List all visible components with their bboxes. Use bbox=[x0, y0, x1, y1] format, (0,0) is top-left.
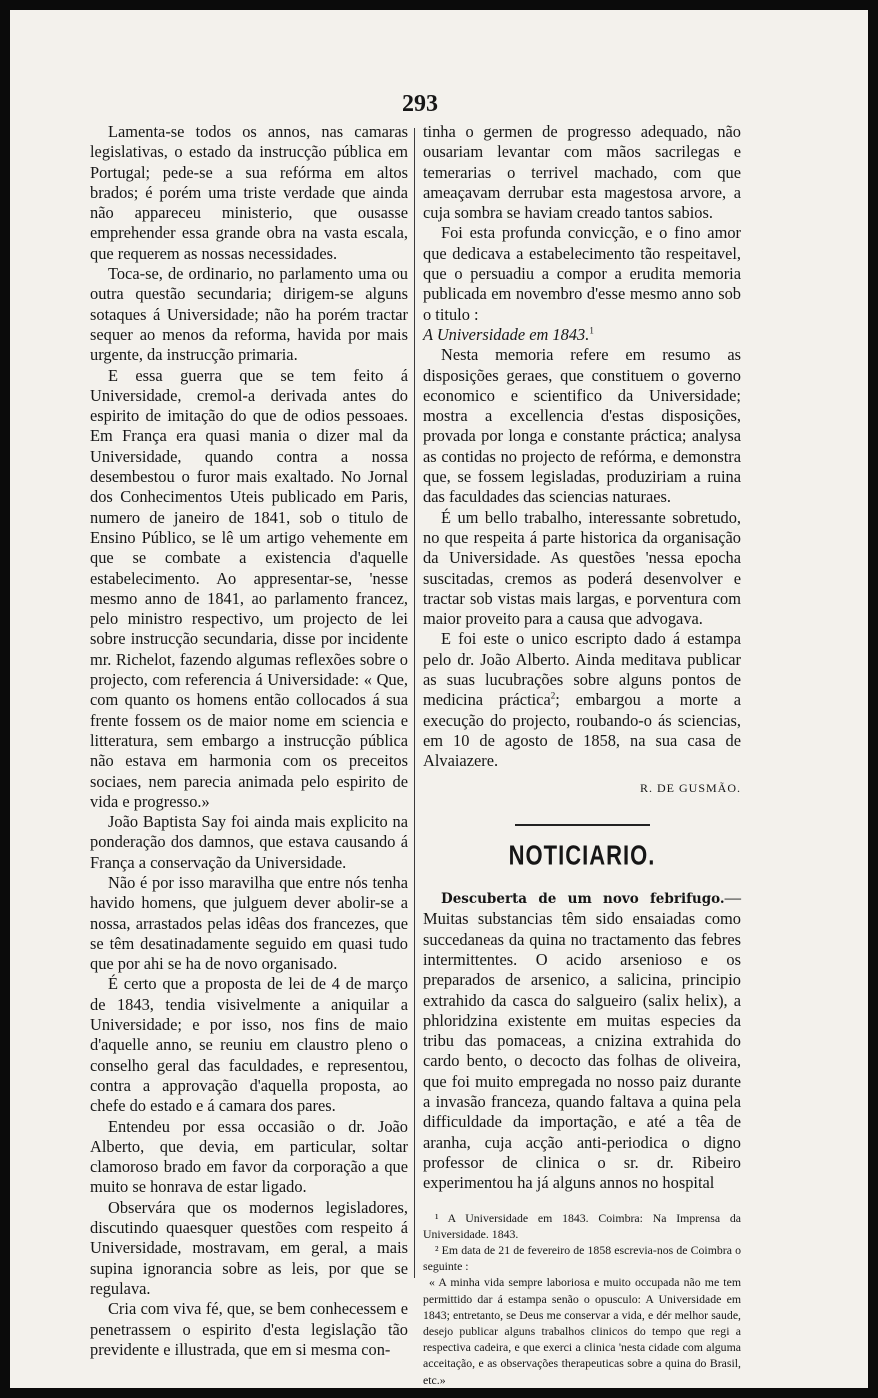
footnote-ref: 1 bbox=[589, 325, 594, 336]
paragraph: Não é por isso maravilha que entre nós tenha havido homens, que julguem dever abolir-se a nossa, arrastados pelas idêas dos francezes, que se têm desatinadamente seguido em quasi tudo que por ahi se ha de novo organisado. bbox=[90, 872, 408, 974]
book-title-line bbox=[423, 325, 741, 345]
paragraph-text: ; embargou a morte a execução do projecto, roubando-o ás sciencias, em 10 de agosto de 1858, na sua casa de Alvaiazere. bbox=[423, 690, 742, 771]
book-title: A Universidade em 1843. bbox=[423, 324, 590, 344]
paragraph: Nesta memoria refere em resumo as disposições geraes, que constituem o governo economico e scientifico da Universidade; mostra a excellencia d'estas disposições, provada por longa e constante práctica; analysa as contidas no projecto de refórma, e demonstra que, se fossem legisladas, produziriam a ruina das faculdades das sciencias naturaes. bbox=[423, 345, 741, 507]
paragraph: Cria com viva fé, que, se bem conhecessem e penetrassem o espirito d'esta legislação tão previdente e illustrada, que em si mesma con- bbox=[90, 1299, 408, 1359]
article-body: — Muitas substancias têm sido ensaiadas como succedaneas da quina no tractamento das febres intermittentes. O acido arsenioso e os preparados de arsenico, a salicina, principio extrahido da casca do salgueiro (salix helix), a phloridzina existente em muitas especies da tribu das pomaceas, a cnizina extrahida do cardo bento, o decocto das folhas de oliveira, que foi muito empregada no nosso paiz durante a invasão franceza, quando faltava a quina pela difficuldade da importação, e até a têa de aranha, cuja acção anti-periodica o digno professor de clinica o sr. dr. Ribeiro experimentou ha já alguns annos no hospital bbox=[423, 888, 741, 1193]
author-signature: R. DE GUSMÃO. bbox=[639, 780, 741, 795]
paragraph: tinha o germen de progresso adequado, não ousariam levantar com mãos sacrilegas e temerarias o terrivel machado, com que ameaçavam derrubar esta magestosa arvore, a cuja sombra se haviam creado tantos sabios. bbox=[423, 122, 741, 223]
section-rule bbox=[515, 824, 650, 826]
article-paragraph bbox=[423, 888, 741, 1193]
paragraph: Foi esta profunda convicção, e o fino amor que dedicava a estabelecimento tão respeitavel, que o persuadiu a compor a erudita memoria publicada em novembro d'esse mesmo anno sob o titulo : bbox=[423, 223, 741, 324]
paragraph: É certo que a proposta de lei de 4 de março de 1843, tendia visivelmente a aniquilar a Universidade; e por isso, nos fins de maio d'aquelle anno, se reuniu em claustro pleno o conselho geral das faculdades, e representou, contra a approvação d'aquella proposta, ao chefe do estado e á camara dos pares. bbox=[90, 974, 408, 1116]
paragraph-text: E foi este o unico escripto dado á estampa pelo dr. João Alberto. Ainda meditava publicar as suas lucubrações sobre alguns pontos de medicina práctica bbox=[423, 629, 741, 710]
paragraph: Observára que os modernos legisladores, discutindo quaesquer questões com respeito á Universidade, mostravam, em geral, a mais supina ignorancia sobre as leis, por que se regulava. bbox=[90, 1197, 408, 1298]
page-number: 293 bbox=[402, 91, 438, 117]
footnotes bbox=[423, 1210, 741, 1388]
paragraph: João Baptista Say foi ainda mais explicito na ponderação dos damnos, que estava causando á França a conservação da Universidade. bbox=[90, 812, 408, 872]
paragraph: Toca-se, de ordinario, no parlamento uma ou outra questão secundaria; dirigem-se alguns sotaques á Universidade; não ha porém tractar sequer ao menos da reforma, havida por mais urgente, da instrucção primaria. bbox=[90, 264, 408, 365]
paragraph: É um bello trabalho, interessante sobretudo, no que respeita á parte historica da organisação da Universidade. As questões 'nessa epocha suscitadas, cremos as poderá desenvolver e tractar sob vistas mais largas, e porventura com maior proveito para a causa que advogava. bbox=[423, 507, 741, 629]
footnote: ² Em data de 21 de fevereiro de 1858 escrevia-nos de Coimbra o seguinte : bbox=[423, 1242, 741, 1274]
paragraph bbox=[423, 629, 741, 771]
footnote-quote: « A minha vida sempre laboriosa e muito occupada não me tem permittido dar á estampa senão o opusculo: A Universidade em 1843; entretanto, se Deus me conservar a vida, e dér melhor saude, desejo publicar alguns trabalhos clinicos do tempo que regi a respectiva cadeira, e que exerci a clinica 'nesta cidade com alguma acceitação, e as observações therapeuticas sobre a quina do Brasil, etc.» bbox=[423, 1275, 741, 1387]
section-heading: NOTICIARIO. bbox=[508, 839, 656, 871]
left-column bbox=[90, 122, 408, 1360]
paragraph: E essa guerra que se tem feito á Universidade, cremol-a derivada antes do espirito de imitação do que de odios pessoaes. Em França era quasi mania o dizer mal da Universidade, quando contra a nossa desembestou o furor mais exaltado. No Jornal dos Conhecimentos Uteis publicado em Paris, numero de janeiro de 1841, sob o titulo de Ensino Público, se lê um artigo vehemente em que se combate a existencia d'aquelle estabelecimento. Ao appresentar-se, 'nesse mesmo anno de 1841, ao parlamento francez, pelo ministro respectivo, um projecto de lei sobre instrucção secundaria, disse por incidente mr. Richelot, fazendo algumas reflexões sobre o projecto, com referencia á Universidade: « Que, com quanto os homens então collocados á sua frente fossem os de maior nome em sciencia e litteratura, sem embargo a instrucção pública não estava em harmonia com os preceitos sociaes, nem parecia animada pelo espirito de vida e progresso.» bbox=[90, 365, 408, 811]
article-title: Descuberta de um novo febrifugo. bbox=[441, 891, 725, 908]
paragraph: Entendeu por essa occasião o dr. João Alberto, que devia, em particular, soltar clamoroso brado em favor da corporação a que muito se honrava de estar ligado. bbox=[90, 1116, 408, 1197]
column-divider bbox=[414, 128, 415, 1278]
footnote-ref: 2 bbox=[550, 690, 556, 701]
right-column bbox=[423, 122, 741, 1388]
footnote: ¹ A Universidade em 1843. Coimbra: Na Imprensa da Universidade. 1843. bbox=[423, 1210, 741, 1241]
paragraph: Lamenta-se todos os annos, nas camaras legislativas, o estado da instrucção pública em Portugal; pede-se a sua refórma em altos brados; é porém uma triste verdade que ainda não appareceu ministerio, que ousasse emprehender essa grande obra na vasta escala, que requerem as nossas necessidades. bbox=[90, 122, 408, 263]
newspaper-page bbox=[10, 10, 868, 1388]
